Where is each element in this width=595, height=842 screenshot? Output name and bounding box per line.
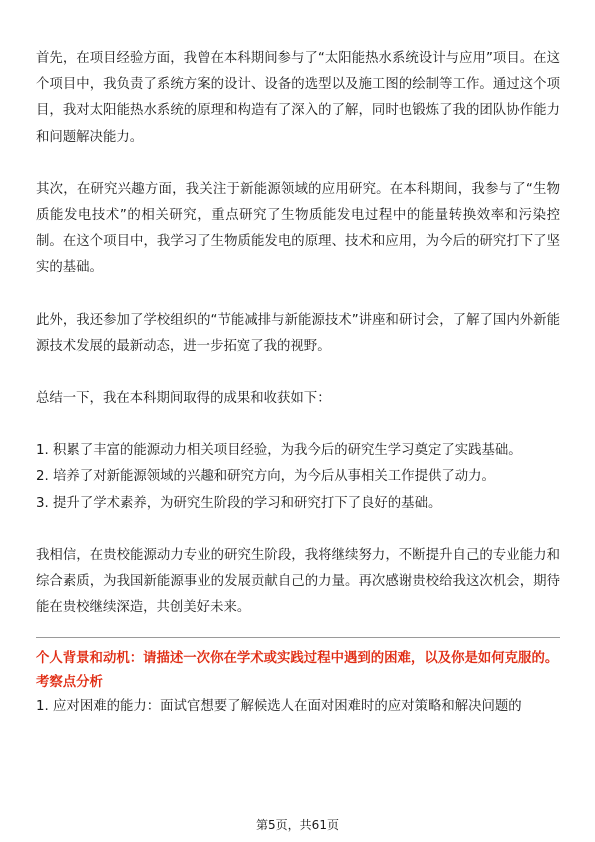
analysis-heading: 考察点分析: [36, 675, 103, 691]
paragraph-research-interest: 其次，在研究兴趣方面，我关注于新能源领域的应用研究。在本科期间，我参与了“生物质能发电技术”的相关研究，重点研究了生物质能发电过程中的能量转换效率和污染控制。在这个项目中，我学习了生物质能发电的原理、技术和应用，为今后的研究打下了坚实的基础。: [36, 181, 560, 276]
interview-question: 个人背景和动机：请描述一次你在学术或实践过程中遇到的困难，以及你是如何克服的。: [36, 651, 559, 667]
document-body: [36, 46, 560, 718]
summary-list: [36, 438, 560, 517]
paragraph-summary-intro: 总结一下，我在本科期间取得的成果和收获如下：: [36, 391, 331, 407]
list-item: 1. 积累了丰富的能源动力相关项目经验，为我今后的研究生学习奠定了实践基础。: [36, 443, 522, 459]
list-item: 2. 培养了对新能源领域的兴趣和研究方向，为今后从事相关工作提供了动力。: [36, 469, 495, 485]
analysis-item: 1. 应对困难的能力：面试官想要了解候选人在面对困难时的应对策略和解决问题的: [36, 699, 522, 715]
list-item: 3. 提升了学术素养，为研究生阶段的学习和研究打下了良好的基础。: [36, 495, 442, 511]
paragraph-project-experience: 首先，在项目经验方面，我曾在本科期间参与了“太阳能热水系统设计与应用”项目。在这个项目中，我负责了系统方案的设计、设备的选型以及施工图的绘制等工作。通过这个项目，我对太阳能热水系统的原理和构造有了深入的了解，同时也锻炼了我的团队协作能力和问题解决能力。: [36, 51, 560, 145]
paragraph-closing: 我相信，在贵校能源动力专业的研究生阶段，我将继续努力，不断提升自己的专业能力和综合素质，为我国新能源事业的发展贡献自己的力量。再次感谢贵校给我这次机会，期待能在贵校继续深造，共创美好未来。: [36, 547, 560, 616]
paragraph-extra-activities: 此外，我还参加了学校组织的“节能减排与新能源技术”讲座和研讨会，了解了国内外新能源技术发展的最新动态，进一步拓宽了我的视野。: [36, 312, 560, 354]
section-divider: [36, 637, 560, 638]
page-footer: 第5页，共61页: [256, 818, 339, 832]
